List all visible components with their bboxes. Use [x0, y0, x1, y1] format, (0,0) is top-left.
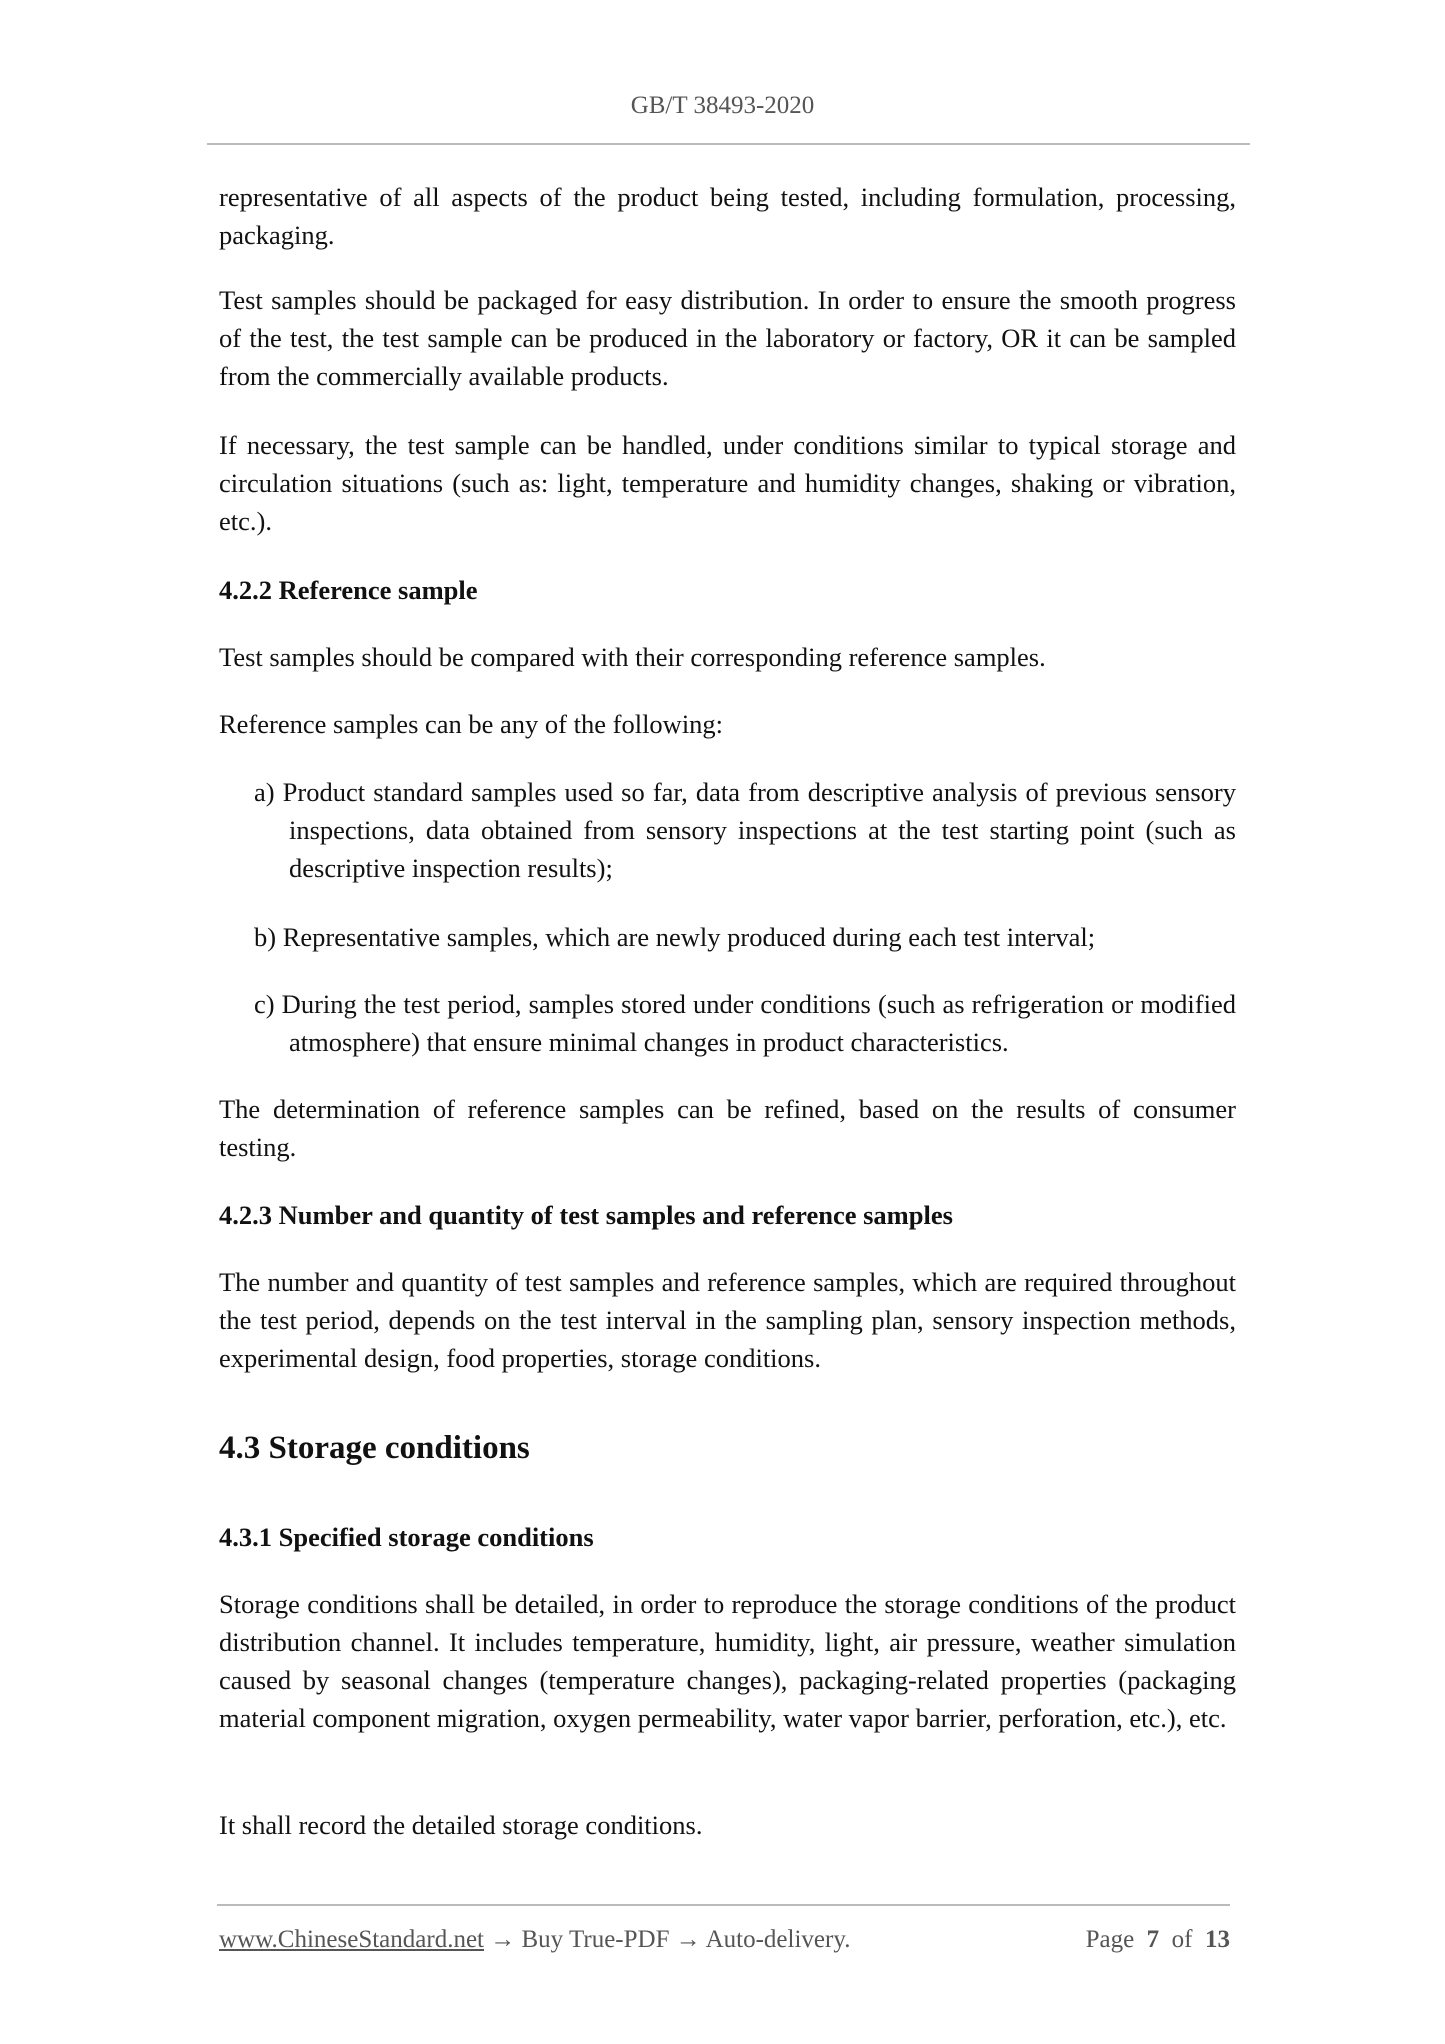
total-pages: 13 [1205, 1926, 1230, 1953]
paragraph: The number and quantity of test samples and reference samples, which are required throughout the test period, depends on the test interval in the sampling plan, sensory inspection methods, experimental design, food properties, storage conditions. [219, 1267, 1236, 1373]
list-item: b) Representative samples, which are newly produced during each test interval; [254, 922, 1096, 952]
section-heading-4-3-1: 4.3.1 Specified storage conditions [219, 1522, 594, 1552]
section-heading-4-2-3: 4.2.3 Number and quantity of test samples and reference samples [219, 1200, 953, 1230]
paragraph: It shall record the detailed storage conditions. [219, 1810, 703, 1840]
document-id-header: GB/T 38493-2020 [630, 92, 815, 119]
section-heading-4-3: 4.3 Storage conditions [219, 1430, 530, 1466]
section-heading-4-2-2: 4.2.2 Reference sample [219, 575, 478, 605]
paragraph: representative of all aspects of the product being tested, including formulation, processing, packaging. [219, 182, 1236, 250]
of-label: of [1171, 1926, 1193, 1953]
paragraph: Test samples should be packaged for easy distribution. In order to ensure the smooth progress of the test, the test sample can be produced in the laboratory or factory, OR it can be sampled from the commercially available products. [219, 285, 1236, 391]
page-number [1086, 1926, 1230, 1954]
paragraph: Test samples should be compared with their corresponding reference samples. [219, 642, 1046, 672]
footer-divider [217, 1904, 1230, 1906]
list-item: a) Product standard samples used so far, data from descriptive analysis of previous sensory inspections, data obtained from sensory inspections at the test starting point (such as descriptive inspection results); [254, 777, 1236, 883]
header-divider [207, 143, 1250, 145]
current-page: 7 [1146, 1926, 1160, 1953]
paragraph: If necessary, the test sample can be handled, under conditions similar to typical storage and circulation situations (such as: light, temperature and humidity changes, shaking or vibration, etc.). [219, 430, 1236, 536]
footer-promo [219, 1926, 850, 1954]
paragraph: Storage conditions shall be detailed, in order to reproduce the storage conditions of the product distribution channel. It includes temperature, humidity, light, air pressure, weather simulation caused by seasonal changes (temperature changes), packaging-related properties (packaging material component migration, oxygen permeability, water vapor barrier, perforation, etc.), etc. [219, 1589, 1236, 1733]
footer [219, 1926, 1230, 1954]
list-item: c) During the test period, samples stored under conditions (such as refrigeration or modified atmosphere) that ensure minimal changes in product characteristics. [254, 989, 1236, 1057]
paragraph: Reference samples can be any of the following: [219, 709, 724, 739]
paragraph: The determination of reference samples can be refined, based on the results of consumer testing. [219, 1094, 1236, 1162]
footer-promo-text: → Buy True-PDF → Auto-delivery. [484, 1926, 851, 1953]
website-link[interactable]: www.ChineseStandard.net [219, 1926, 484, 1953]
page-label: Page [1085, 1926, 1135, 1953]
